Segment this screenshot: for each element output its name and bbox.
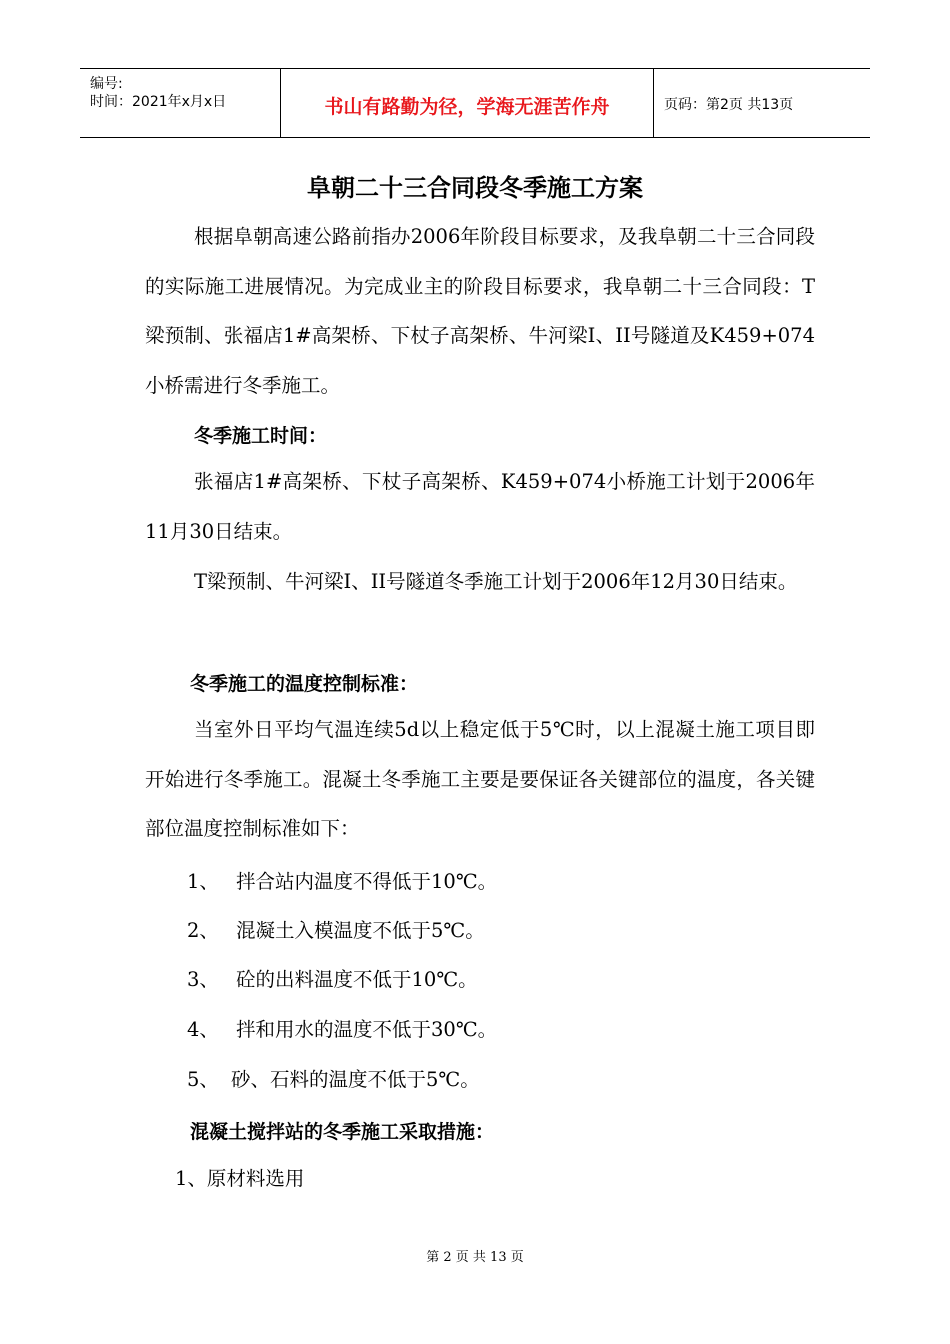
list-item-text: 拌合站内温度不得低于10℃。	[236, 870, 498, 893]
section-heading-temperature: 冬季施工的温度控制标准：	[190, 673, 419, 695]
list-item-number: 2、	[187, 919, 219, 942]
list-item	[187, 916, 485, 946]
list-item-text: 拌和用水的温度不低于30℃。	[236, 1018, 498, 1041]
header-page-cell	[654, 69, 870, 137]
subsection-raw-materials: 1、原材料选用	[175, 1167, 305, 1190]
list-item	[187, 1015, 497, 1045]
document-title: 阜朝二十三合同段冬季施工方案	[307, 174, 643, 202]
section-heading-mixing-station: 混凝土搅拌站的冬季施工采取措施：	[190, 1121, 495, 1143]
header-motto-cell	[281, 69, 654, 137]
section-heading-schedule: 冬季施工时间：	[194, 425, 328, 447]
time-label: 时间：2021年x月x日	[90, 94, 227, 110]
list-item-number: 1、	[187, 870, 219, 893]
list-item	[187, 1065, 480, 1095]
schedule-paragraph-1: 张福店1#高架桥、下杖子高架桥、K459+074小桥施工计划于2006年11月30日结束。	[145, 470, 815, 543]
list-item	[187, 965, 478, 995]
schedule-paragraph-2: T梁预制、牛河梁I、II号隧道冬季施工计划于2006年12月30日结束。	[194, 570, 798, 593]
motto-text: 书山有路勤为径，学海无涯苦作舟	[324, 95, 610, 118]
list-item-text: 砂、石料的温度不低于5℃。	[231, 1068, 480, 1091]
list-item-text: 砼的出料温度不低于10℃。	[236, 968, 478, 991]
list-item-text: 混凝土入模温度不低于5℃。	[236, 919, 485, 942]
header-meta-cell	[80, 69, 281, 137]
code-label: 编号:	[90, 76, 123, 92]
temperature-paragraph: 当室外日平均气温连续5d以上稳定低于5℃时，以上混凝土施工项目即开始进行冬季施工。混凝土冬季施工主要是要保证各关键部位的温度，各关键部位温度控制标准如下：	[145, 718, 815, 840]
page-info: 页码：第2页 共13页	[664, 97, 794, 113]
list-item-number: 5、	[187, 1068, 219, 1091]
list-item-number: 3、	[187, 968, 219, 991]
page-footer: 第 2 页 共 13 页	[426, 1250, 524, 1265]
list-item	[187, 867, 497, 897]
list-item-number: 4、	[187, 1018, 219, 1041]
intro-paragraph: 根据阜朝高速公路前指办2006年阶段目标要求，及我阜朝二十三合同段的实际施工进展情况。为完成业主的阶段目标要求，我阜朝二十三合同段：T梁预制、张福店1#高架桥、下杖子高架桥、牛河梁I、II号隧道及K459+074小桥需进行冬季施工。	[145, 225, 815, 397]
document-header	[80, 68, 870, 138]
